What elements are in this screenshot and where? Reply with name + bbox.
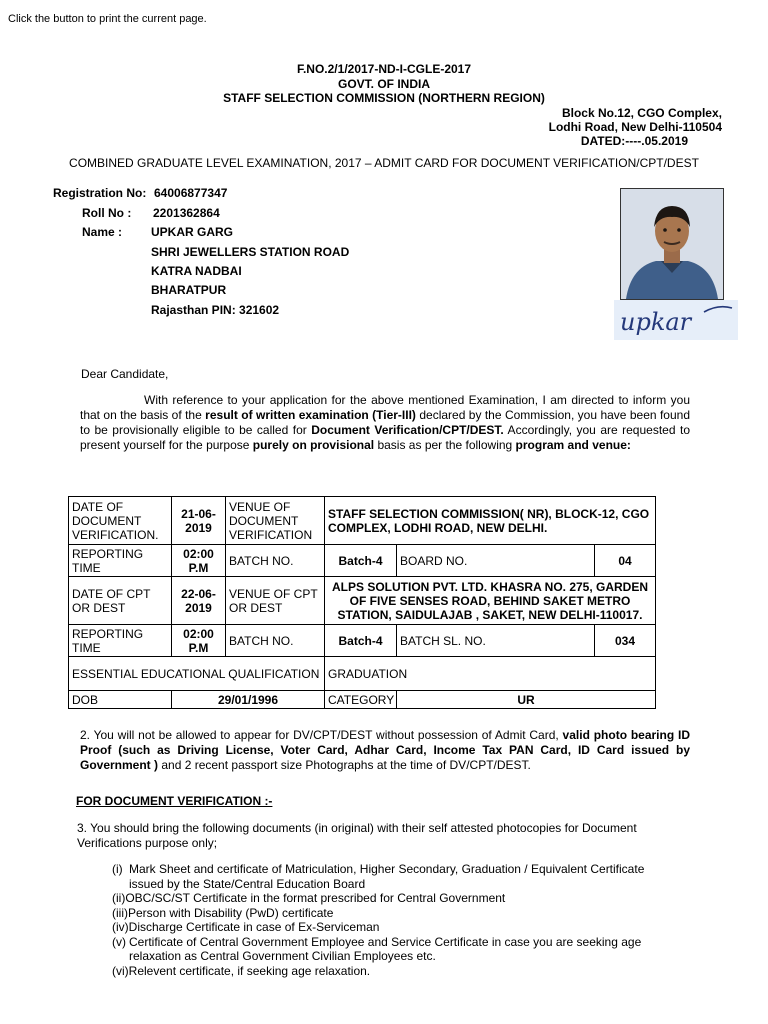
table-row	[69, 625, 656, 657]
list-text: Relevent certificate, if seeking age relaxation.	[128, 963, 371, 978]
list-item	[112, 891, 672, 906]
letter-paragraph-1	[80, 393, 690, 453]
list-item	[112, 964, 672, 979]
letter-paragraph-2	[80, 728, 690, 773]
address-line: KATRA NADBAI	[151, 264, 242, 278]
list-text: Person with Disability (PwD) certificate	[128, 905, 334, 920]
schedule-table	[68, 496, 656, 709]
document-list	[112, 862, 672, 978]
list-text: Mark Sheet and certificate of Matriculation, Higher Secondary, Graduation / Equivalent Certificate issued by the State/Central Education Board	[129, 862, 645, 891]
table-row	[69, 545, 656, 577]
reporting-time-label: REPORTING TIME	[69, 625, 172, 657]
batch-label: BATCH NO.	[226, 545, 325, 577]
table-row	[69, 577, 656, 625]
list-number: (iii)	[112, 905, 128, 920]
para-text: declared by the Commission, you have been found to be provisionally eligible to be called for	[80, 408, 690, 437]
reporting-time-value: 02:00 P.M	[172, 625, 226, 657]
reporting-time-label: REPORTING TIME	[69, 545, 172, 577]
dob-value: 29/01/1996	[172, 691, 325, 709]
table-row	[69, 691, 656, 709]
para-text: basis as per the following	[374, 438, 516, 452]
registration-label: Registration No:	[53, 186, 147, 200]
batch-label: BATCH NO.	[226, 625, 325, 657]
signature-lettering: upkar	[620, 308, 692, 336]
list-number: (ii)	[112, 891, 126, 905]
para-bold-text: valid photo bearing ID Proof (such as Driving License, Voter Card, Adhar Card, Income Tax PAN Card, ID Card issued by Government )	[80, 728, 690, 772]
cpt-date-value: 22-06-2019	[172, 577, 226, 625]
reporting-time-value: 02:00 P.M	[172, 545, 226, 577]
letter-paragraph-3: 3. You should bring the following documents (in original) with their self attested photocopies for Document Verifications purpose only;	[77, 821, 637, 850]
batch-value: Batch-4	[325, 545, 397, 577]
qualification-label: ESSENTIAL EDUCATIONAL QUALIFICATION	[69, 657, 325, 691]
dv-venue-value: STAFF SELECTION COMMISSION( NR), BLOCK-12, CGO COMPLEX, LODHI ROAD, NEW DELHI.	[325, 497, 656, 545]
list-item	[112, 906, 672, 921]
list-item	[112, 862, 672, 891]
para-text: 2. You will not be allowed to appear for DV/CPT/DEST without possession of Admit Card,	[80, 728, 563, 742]
address-line: BHARATPUR	[151, 283, 227, 297]
list-number: (i)	[112, 862, 123, 876]
list-number: (v)	[112, 934, 126, 949]
list-text: Discharge Certificate in case of Ex-Serviceman	[128, 920, 380, 934]
list-item	[112, 935, 672, 964]
para-text: Accordingly, you are requested to present yourself for the purpose	[80, 423, 690, 452]
address-line-2: Lodhi Road, New Delhi-110504	[548, 120, 722, 134]
list-number: (vi)	[112, 963, 129, 978]
list-item	[112, 920, 672, 935]
print-instruction: Click the button to print the current page.	[8, 13, 207, 25]
board-label: BOARD NO.	[397, 545, 595, 577]
candidate-signature	[614, 300, 738, 340]
address-line-1: Block No.12, CGO Complex,	[561, 106, 722, 120]
dv-date-value: 21-06-2019	[172, 497, 226, 545]
registration-value: 64006877347	[154, 186, 228, 200]
batch-value: Batch-4	[325, 625, 397, 657]
board-value: 04	[595, 545, 656, 577]
name-value: UPKAR GARG	[151, 225, 234, 239]
date-line: DATED:----.05.2019	[580, 134, 688, 148]
govt-heading: GOVT. OF INDIA	[337, 77, 430, 91]
qualification-value: GRADUATION	[325, 657, 656, 691]
person-photo-icon	[621, 189, 723, 299]
name-label: Name :	[82, 225, 123, 239]
cpt-venue-label: VENUE OF CPT OR DEST	[226, 577, 325, 625]
roll-value: 2201362864	[153, 206, 220, 220]
batch-sl-label: BATCH SL. NO.	[397, 625, 595, 657]
exam-title: COMBINED GRADUATE LEVEL EXAMINATION, 2017 – ADMIT CARD FOR DOCUMENT VERIFICATION/CPT/DEST	[69, 156, 699, 170]
cpt-venue-value: ALPS SOLUTION PVT. LTD. KHASRA NO. 275, GARDEN OF FIVE SENSES ROAD, BEHIND SAKET METRO STATION, SAIDULAJAB , SAKET, NEW DELHI-110017.	[325, 577, 656, 625]
candidate-photo	[620, 188, 724, 300]
address-line: SHRI JEWELLERS STATION ROAD	[151, 245, 350, 259]
para-bold-text: program and venue:	[515, 438, 631, 452]
category-value: UR	[397, 691, 656, 709]
table-row	[69, 657, 656, 691]
para-bold-text: Document Verification/CPT/DEST.	[311, 423, 504, 437]
file-number: F.NO.2/1/2017-ND-I-CGLE-2017	[296, 62, 472, 76]
cpt-date-label: DATE OF CPT OR DEST	[69, 577, 172, 625]
list-number: (iv)	[112, 920, 129, 934]
batch-sl-value: 034	[595, 625, 656, 657]
list-text: Certificate of Central Government Employee and Service Certificate in case you are seeking age relaxation as Central Government Civilian Employees etc.	[129, 934, 642, 963]
commission-heading: STAFF SELECTION COMMISSION (NORTHERN REGION)	[223, 91, 545, 105]
address-line: Rajasthan PIN: 321602	[151, 303, 280, 317]
para-bold-text: result of written examination (Tier-III)	[205, 408, 416, 422]
roll-label: Roll No :	[82, 206, 132, 220]
para-text: With reference to your application for the above mentioned Examination, I am directed to inform you that on the basis of the	[80, 393, 690, 422]
salutation: Dear Candidate,	[81, 367, 169, 381]
dv-venue-label: VENUE OF DOCUMENT VERIFICATION	[226, 497, 325, 545]
dv-date-label: DATE OF DOCUMENT VERIFICATION.	[69, 497, 172, 545]
table-row	[69, 497, 656, 545]
para-bold-text: purely on provisional	[252, 438, 375, 452]
list-text: OBC/SC/ST Certificate in the format prescribed for Central Government	[125, 891, 506, 905]
category-label: CATEGORY	[325, 691, 397, 709]
para-text: and 2 recent passport size Photographs at the time of DV/CPT/DEST.	[158, 758, 531, 772]
dob-label: DOB	[69, 691, 172, 709]
section-heading: FOR DOCUMENT VERIFICATION :-	[76, 794, 273, 808]
signature-icon	[614, 300, 738, 340]
